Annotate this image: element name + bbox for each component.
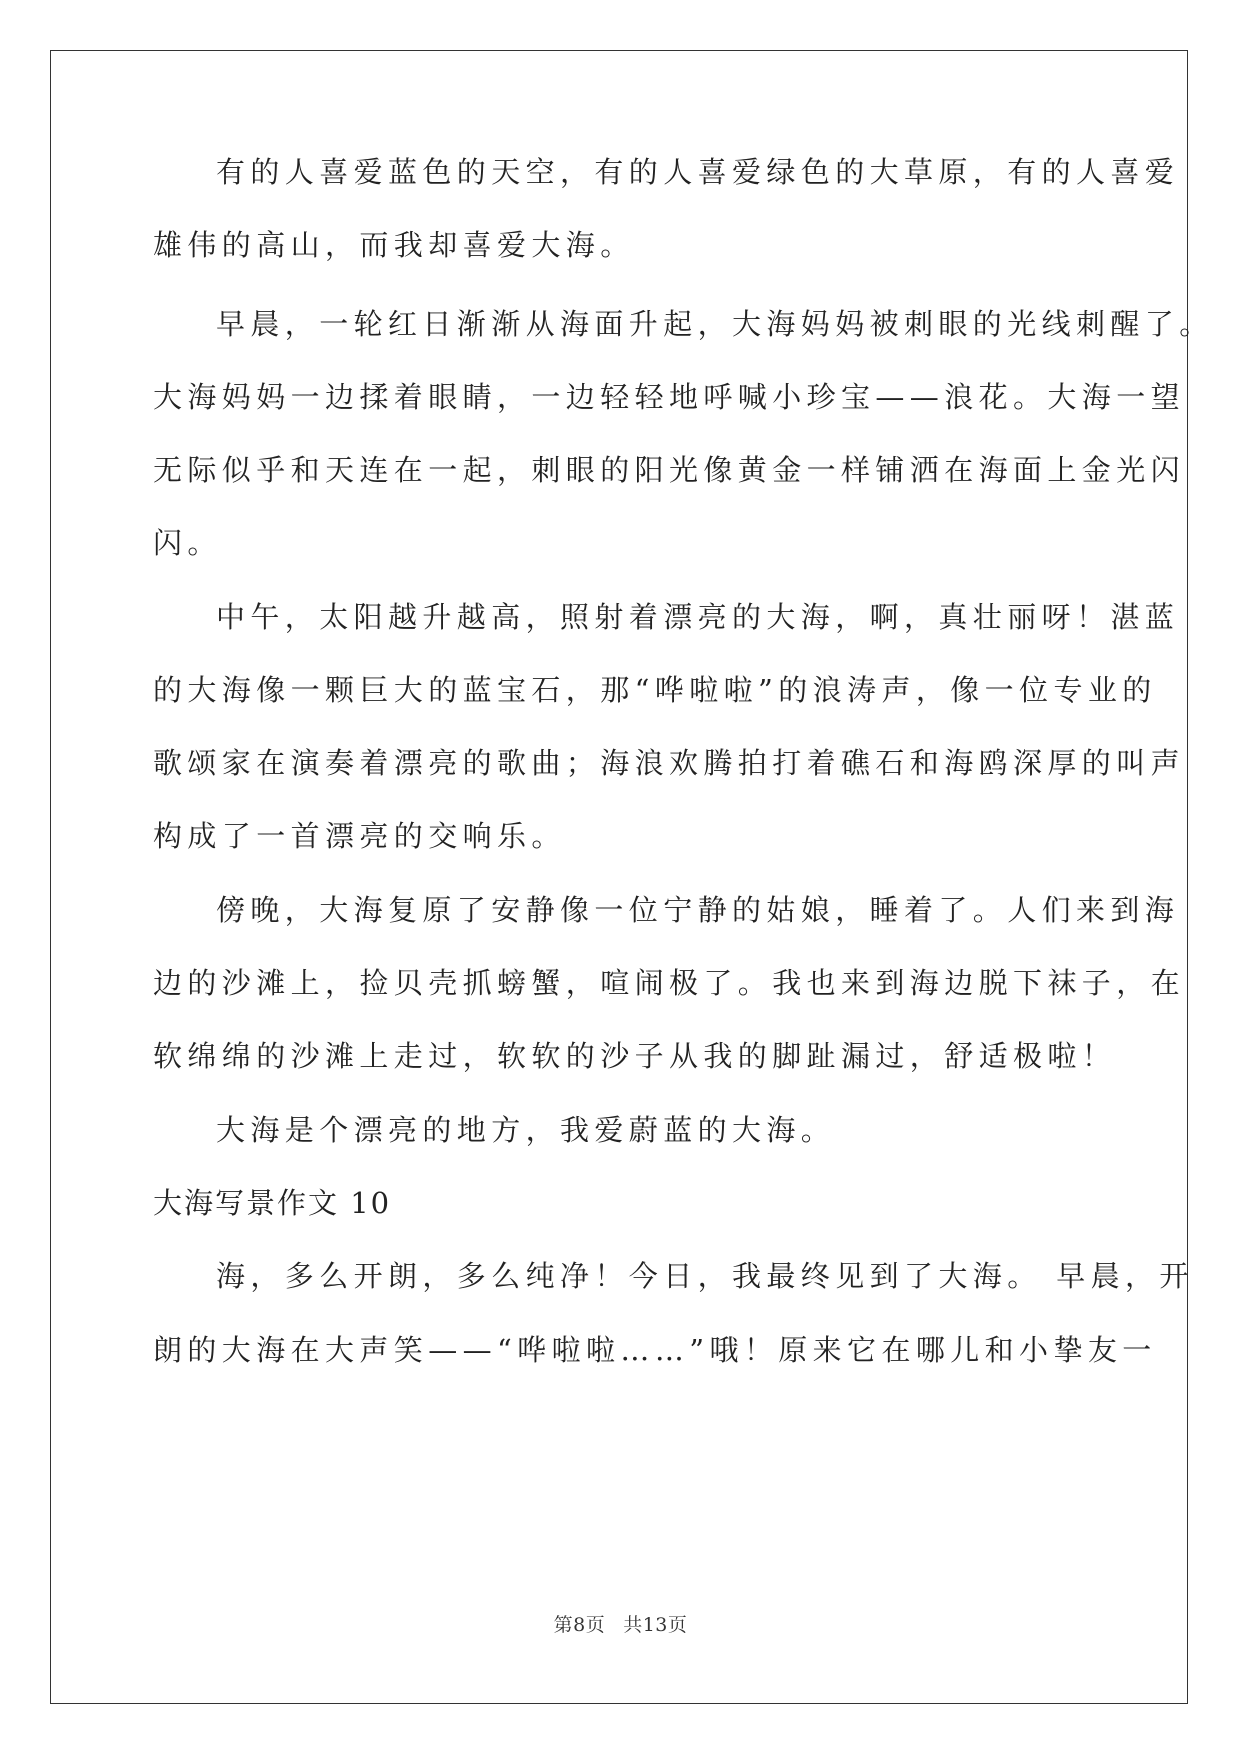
paragraph-3-line-4: 构成了一首漂亮的交响乐。 (153, 819, 566, 853)
paragraph-3-line-2: 的大海像一颗巨大的蓝宝石，那“哗啦啦”的浪涛声，像一位专业的 (153, 673, 1157, 707)
last-paragraph-line-1: 海，多么开朗，多么纯净！今日，我最终见到了大海。 早晨，开 (216, 1259, 1194, 1293)
paragraph-4-line-3: 软绵绵的沙滩上走过，软软的沙子从我的脚趾漏过，舒适极啦！ (153, 1039, 1117, 1073)
paragraph-4-line-1: 傍晚，大海复原了安静像一位宁静的姑娘，睡着了。人们来到海 (216, 893, 1180, 927)
paragraph-2-line-3: 无际似乎和天连在一起，刺眼的阳光像黄金一样铺洒在海面上金光闪 (153, 453, 1186, 487)
paragraph-1-line-1: 有的人喜爱蓝色的天空，有的人喜爱绿色的大草原，有的人喜爱 (216, 155, 1180, 189)
last-paragraph-line-2: 朗的大海在大声笑——“哗啦啦……”哦！原来它在哪儿和小挚友一 (153, 1333, 1157, 1367)
paragraph-4-line-2: 边的沙滩上，捡贝壳抓螃蟹，喧闹极了。我也来到海边脱下袜子，在 (153, 966, 1186, 1000)
paragraph-1-line-2: 雄伟的高山，而我却喜爱大海。 (153, 228, 635, 262)
paragraph-2-line-4: 闪。 (153, 526, 222, 560)
paragraph-3-line-1: 中午，太阳越升越高，照射着漂亮的大海，啊，真壮丽呀！湛蓝 (216, 600, 1180, 634)
page-footer (0, 1610, 1241, 1637)
paragraph-5-line-1: 大海是个漂亮的地方，我爱蔚蓝的大海。 (216, 1113, 836, 1147)
paragraph-2-line-2: 大海妈妈一边揉着眼睛，一边轻轻地呼喊小珍宝——浪花。大海一望 (153, 380, 1186, 414)
page-border (50, 50, 1188, 1704)
paragraph-3-line-3: 歌颂家在演奏着漂亮的歌曲；海浪欢腾拍打着礁石和海鸥深厚的叫声 (153, 746, 1186, 780)
paragraph-2-line-1: 早晨，一轮红日渐渐从海面升起，大海妈妈被刺眼的光线刺醒了。 (216, 307, 1214, 341)
current-page-label: 第8页 (553, 1614, 606, 1636)
total-pages-label: 共13页 (623, 1614, 688, 1636)
section-heading: 大海写景作文 10 (153, 1186, 392, 1220)
